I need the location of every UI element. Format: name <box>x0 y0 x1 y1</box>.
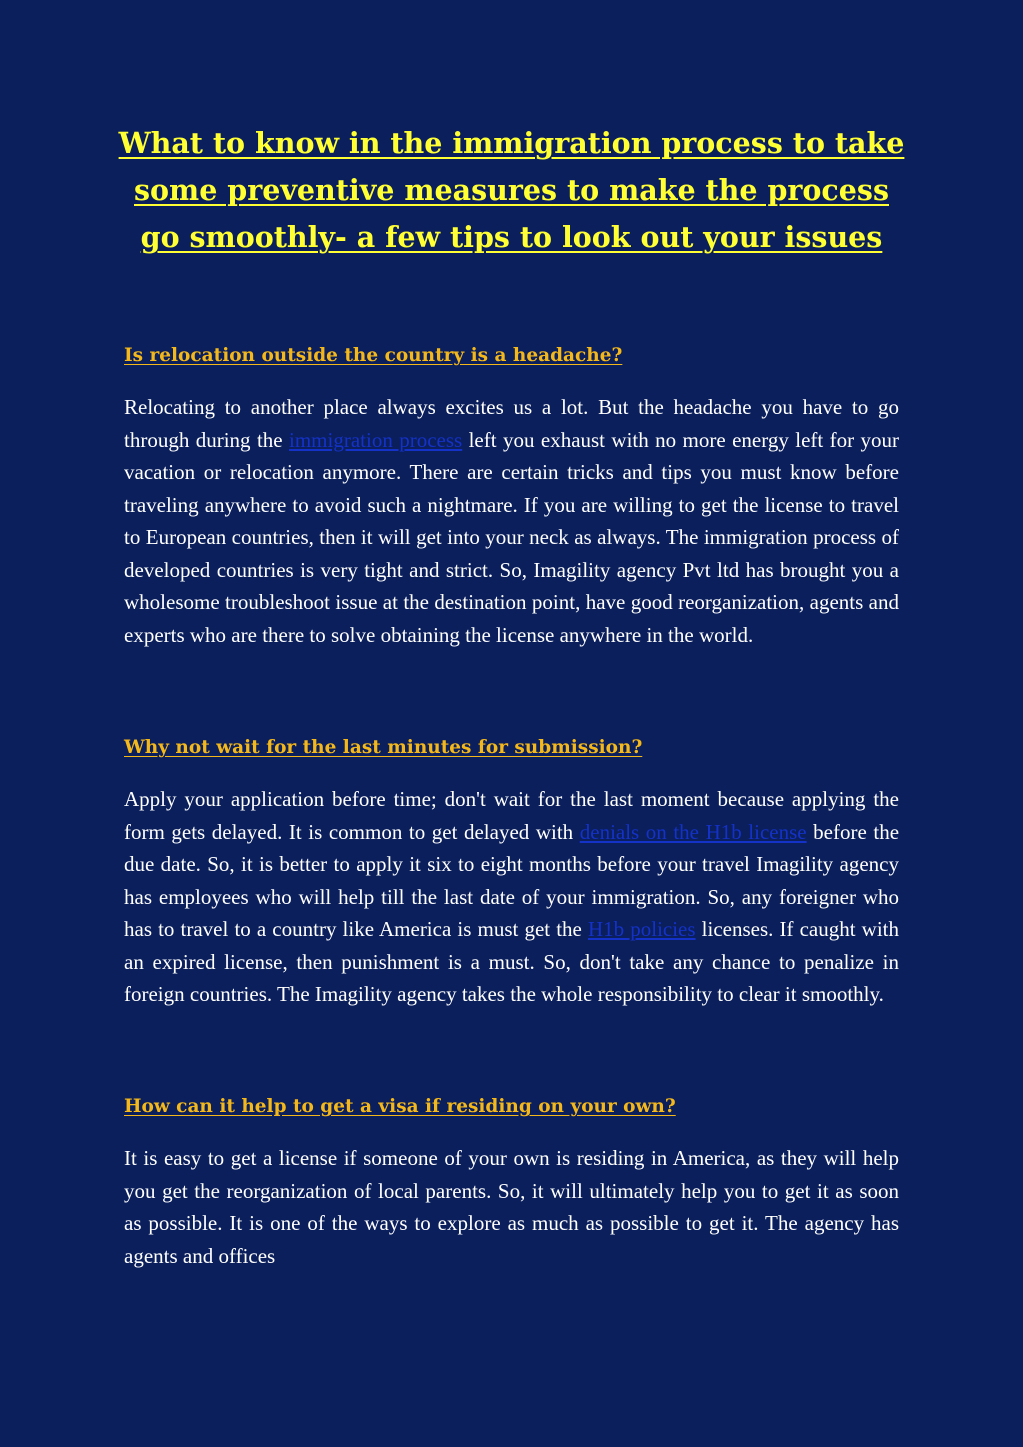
section-heading: How can it help to get a visa if residing on your own? <box>124 1096 676 1117</box>
section-paragraph <box>124 783 899 1011</box>
section-relocation <box>124 343 899 651</box>
immigration-process-link[interactable]: immigration process <box>289 427 463 452</box>
section-submission <box>124 735 899 1011</box>
h1b-policies-link[interactable]: H1b policies <box>587 917 696 941</box>
h1b-denials-link[interactable]: denials on the H1b license <box>579 819 807 844</box>
paragraph-text: licenses. If caught with an expired license, then punishment is a must. So, don't take any chance to penalize in foreign countries. The Imagility agency takes the whole responsibility to clear it smoothly. <box>124 917 900 1006</box>
section-heading: Is relocation outside the country is a headache? <box>124 345 623 366</box>
paragraph-text: left you exhaust with no more energy left for your vacation or relocation anymore. There are certain tricks and tips you must know before traveling anywhere to avoid such a nightmare. If you are willing to get the license to travel to European countries, then it will get into your neck as always. The immigration process of developed countries is very tight and strict. So, Imagility agency Pvt ltd has brought you a wholesome troubleshoot issue at the destination point, have good reorganization, agents and experts who are there to solve obtaining the license anywhere in the world. <box>124 427 899 647</box>
section-heading: Why not wait for the last minutes for submission? <box>124 737 643 758</box>
paragraph-text: before the due date. So, it is better to apply it six to eight months before your travel Imagility agency has employees who will help till the last date of your immigration. So, any foreigner who has to travel to a country like America is must get the <box>124 819 900 941</box>
section-paragraph <box>124 391 899 651</box>
paragraph-text: Relocating to another place always excites us a lot. But the headache you have to go through during the <box>124 395 899 452</box>
paragraph-text: Apply your application before time; don't wait for the last moment because applying the form gets delayed. It is common to get delayed with <box>124 787 899 844</box>
section-paragraph <box>124 1142 899 1272</box>
section-visa <box>124 1094 899 1272</box>
paragraph-text: It is easy to get a license if someone of your own is residing in America, as they will help you get the reorganization of local parents. So, it will ultimately help you to get it as soon as possible. It is one of the ways to explore as much as possible to get it. The agency has agents and offices <box>124 1146 899 1268</box>
page-title: What to know in the immigration process to take some preventive measures to make the process go smoothly- a few tips to look out your issues <box>118 126 905 254</box>
